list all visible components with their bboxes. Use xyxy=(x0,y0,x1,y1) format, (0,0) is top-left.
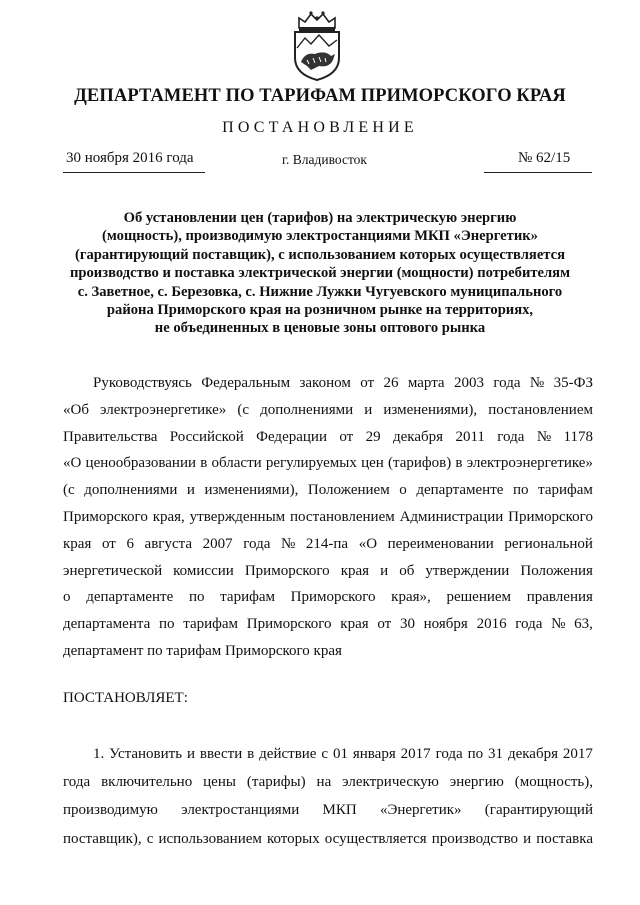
word: Администрации xyxy=(399,508,504,525)
text-line xyxy=(63,740,593,768)
word: года xyxy=(493,375,521,391)
word: использованием xyxy=(158,830,262,847)
word: об xyxy=(399,562,415,579)
word: от xyxy=(377,616,392,633)
word: с xyxy=(146,830,154,847)
word: Федеральным xyxy=(201,375,291,391)
document-number: № 62/15 xyxy=(518,150,571,166)
word: 31 xyxy=(488,746,504,762)
word: о xyxy=(399,482,407,499)
title-line: с. Заветное, с. Березовка, с. Нижние Лужки Чугуевского муниципального xyxy=(77,283,563,300)
word: по xyxy=(158,616,175,633)
word: 01 xyxy=(332,746,348,762)
word: от xyxy=(339,428,354,445)
word: в xyxy=(247,746,255,762)
word: Правительства xyxy=(63,428,158,445)
word: Приморского xyxy=(508,508,593,525)
word: утвержденным xyxy=(189,508,286,525)
word: на xyxy=(316,774,332,791)
word: 2017 xyxy=(562,746,593,762)
word: производимую xyxy=(63,802,158,819)
word: ввести xyxy=(199,746,243,762)
word: электростанциями xyxy=(181,802,300,819)
word: регулируемых xyxy=(265,455,357,472)
word: изменениями), xyxy=(204,482,299,499)
word: 2017 xyxy=(400,746,431,762)
title-line: Об установлении цен (тарифов) на электрическую энергию xyxy=(123,210,517,226)
department-title: ДЕПАРТАМЕНТ ПО ТАРИФАМ ПРИМОРСКОГО КРАЯ xyxy=(74,86,566,106)
word: от xyxy=(101,535,116,552)
word: МКП xyxy=(322,802,357,819)
word: № xyxy=(280,535,296,552)
word: и xyxy=(186,482,195,499)
word: которых xyxy=(266,830,320,847)
word: года xyxy=(435,746,463,762)
word: 2003 xyxy=(453,375,484,391)
word: января xyxy=(352,746,396,762)
date-underline xyxy=(63,172,205,173)
word: осуществляется xyxy=(324,830,427,847)
word: ноября xyxy=(423,616,468,633)
word: 1. xyxy=(93,746,105,762)
word: 63, xyxy=(574,616,593,633)
word: электроэнергетике» xyxy=(466,455,593,472)
word: года xyxy=(497,428,525,445)
text-line xyxy=(63,611,593,638)
word: тарифам xyxy=(538,482,593,499)
text-line xyxy=(63,796,593,824)
word: постановлением xyxy=(488,401,593,418)
word: края xyxy=(340,562,370,579)
word: края xyxy=(340,616,369,633)
title-line: района Приморского края на розничном рынке на территориях, xyxy=(106,302,534,319)
word: 1178 xyxy=(563,428,593,445)
word: по xyxy=(513,482,529,499)
word: 214-па xyxy=(305,535,349,552)
preamble-paragraph xyxy=(63,370,593,665)
word: производство xyxy=(431,830,519,847)
resolve-heading: ПОСТАНОВЛЯЕТ: xyxy=(63,690,188,706)
word: августа xyxy=(144,535,192,552)
word: включительно xyxy=(101,774,193,791)
word: правления xyxy=(526,589,593,606)
word: с xyxy=(321,746,329,762)
word: 2011 xyxy=(455,428,485,445)
word: края, xyxy=(152,508,185,525)
word: «Об xyxy=(63,401,89,418)
word: по xyxy=(188,589,205,606)
text-line xyxy=(63,450,593,477)
word: ценообразовании xyxy=(85,455,197,472)
word: 35-ФЗ xyxy=(553,375,593,391)
word: (мощность), xyxy=(514,774,593,791)
document-date: 30 ноября 2016 года xyxy=(66,150,194,166)
number-underline xyxy=(484,172,592,173)
clause-1-paragraph xyxy=(63,740,593,853)
word: законом xyxy=(299,375,351,391)
word: «О xyxy=(63,455,82,472)
word: Положения xyxy=(520,562,593,579)
word: области xyxy=(211,455,262,472)
word: 30 xyxy=(399,616,415,633)
word: Положением xyxy=(307,482,390,499)
text-line xyxy=(63,397,593,424)
word: департаменте xyxy=(416,482,504,499)
word: «Энергетик» xyxy=(379,802,462,819)
word: Руководствуясь xyxy=(93,375,192,391)
document-title xyxy=(50,209,590,338)
word: (тарифов) xyxy=(388,455,452,472)
word: тарифам xyxy=(183,616,239,633)
word: Приморского xyxy=(246,616,332,633)
word: действие xyxy=(259,746,317,762)
word: в xyxy=(200,455,208,472)
text-line xyxy=(63,531,593,558)
word: и xyxy=(523,830,532,847)
word: края xyxy=(63,535,92,552)
word: декабря xyxy=(507,746,558,762)
word: в xyxy=(455,455,463,472)
word: поставка xyxy=(536,830,593,847)
word: утверждении xyxy=(425,562,510,579)
word: о xyxy=(63,589,71,606)
text-line xyxy=(63,370,593,397)
word: электроэнергетике» xyxy=(100,401,227,418)
word: года xyxy=(515,616,543,633)
word: энергетической xyxy=(63,562,163,579)
word: от xyxy=(360,375,375,391)
text-line xyxy=(63,825,593,853)
word: и xyxy=(364,401,373,418)
word: Приморского xyxy=(290,589,376,606)
word: 2007 xyxy=(202,535,233,552)
word: Приморского xyxy=(244,562,330,579)
word: департаменте xyxy=(86,589,174,606)
word: изменениями), xyxy=(383,401,478,418)
title-line: не объединенных в ценовые зоны оптового рынка xyxy=(154,320,486,337)
word: (с xyxy=(63,482,75,499)
word: (тарифы) xyxy=(246,774,306,791)
word: дополнениями xyxy=(84,482,178,499)
text-line xyxy=(63,558,593,585)
word: 6 xyxy=(126,535,134,552)
title-line: (мощность), производимую электростанциями МКП «Энергетик» xyxy=(102,228,538,245)
text-line xyxy=(63,477,593,504)
text-line xyxy=(63,504,593,531)
word: электрическую xyxy=(342,774,439,791)
word: № xyxy=(551,616,566,633)
word: № xyxy=(529,375,545,391)
text-line: департамент по тарифам Приморского края xyxy=(63,642,342,659)
word: поставщик), xyxy=(63,830,142,847)
word: (гарантирующий xyxy=(484,802,593,819)
word: по xyxy=(467,746,484,762)
word: 2016 xyxy=(476,616,507,633)
word: дополнениями xyxy=(260,401,354,418)
word: цен xyxy=(361,455,384,472)
word: 29 xyxy=(365,428,381,445)
word: решением xyxy=(446,589,512,606)
coat-of-arms-icon xyxy=(285,8,349,82)
word: и xyxy=(380,562,389,579)
text-line xyxy=(63,424,593,451)
word: постановлением xyxy=(290,508,395,525)
title-line: производство и поставка электрической энергии (мощности) потребителям xyxy=(69,265,571,282)
word: Федерации xyxy=(256,428,327,445)
word: переименовании xyxy=(387,535,494,552)
word: декабря xyxy=(393,428,444,445)
text-line xyxy=(63,584,593,611)
word: (с xyxy=(237,401,249,418)
word: региональной xyxy=(504,535,593,552)
word: «О xyxy=(358,535,378,552)
word: департамента xyxy=(63,616,151,633)
title-line: (гарантирующий поставщик), с использованием которых осуществляется xyxy=(74,246,566,263)
word: Приморского xyxy=(63,508,148,525)
word: края», xyxy=(391,589,431,606)
word: Российской xyxy=(169,428,244,445)
word: и xyxy=(186,746,195,762)
word: марта xyxy=(407,375,445,391)
word: Установить xyxy=(109,746,183,762)
word: 26 xyxy=(383,375,399,391)
word: цены xyxy=(203,774,236,791)
document-city: г. Владивосток xyxy=(282,152,367,167)
document-type: ПОСТАНОВЛЕНИЕ xyxy=(222,119,418,136)
word: тарифам xyxy=(220,589,275,606)
word: комиссии xyxy=(173,562,234,579)
word: года xyxy=(243,535,271,552)
word: энергию xyxy=(449,774,504,791)
word: года xyxy=(63,774,91,791)
text-line xyxy=(63,768,593,796)
word: № xyxy=(536,428,552,445)
